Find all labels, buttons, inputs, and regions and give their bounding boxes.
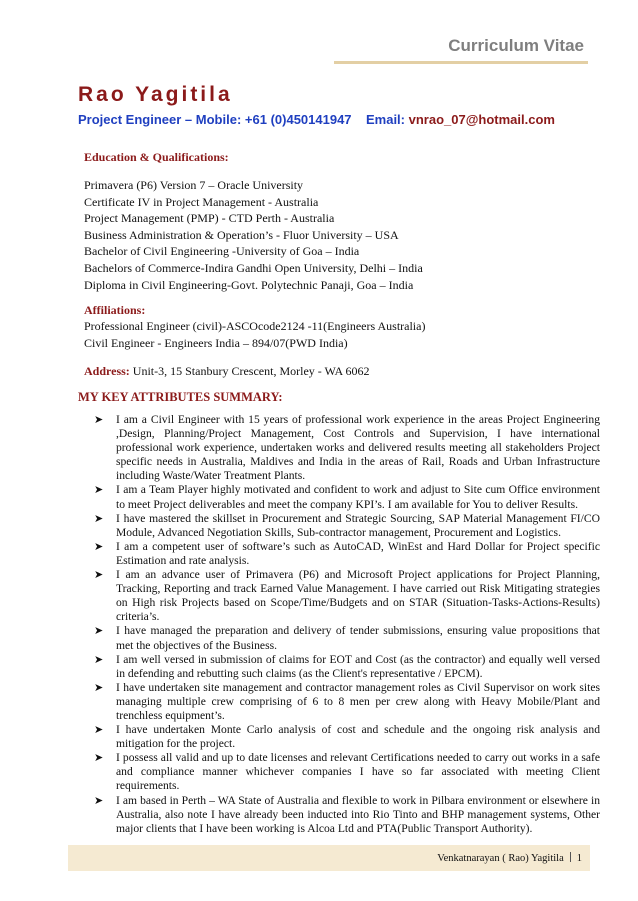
page-number: 1 [576,853,582,864]
education-item: Bachelors of Commerce-Indira Gandhi Open University, Delhi – India [84,261,423,275]
address-value: Unit-3, 15 Stanbury Crescent, Morley - WA 6062 [132,364,370,378]
affiliations-heading: Affiliations: [84,303,146,317]
address-line [84,364,370,379]
arrow-bullet-icon: ➤ [94,794,104,807]
arrow-bullet-icon: ➤ [94,414,104,426]
candidate-name: Rao Yagitila [78,83,233,106]
summary-item: ➤ I am a Civil Engineer with 15 years of professional work experience in the areas Project Engineering ,Design, Planning/Project Management, Cost Controls and Supervision, I have international professional work experience, undertaken works and delivered results meeting all stakeholders Project specific needs in Australia, Maldives and India in the areas of Rail, Roads and Urban Infrastructure including Waste/Water Treatment Plants. [94,413,600,483]
email-label: Email: [365,112,405,127]
affiliation-item: Professional Engineer (civil)-ASCOcode2124 -11(Engineers Australia) [84,319,426,333]
job-title: Project Engineer – [78,112,193,127]
affiliation-item: Civil Engineer - Engineers India – 894/07(PWD India) [84,336,348,350]
education-item: Certificate IV in Project Management - Australia [84,195,319,209]
mobile-number: +61 (0)450141947 [244,112,352,127]
arrow-bullet-icon: ➤ [94,681,104,694]
education-item: Bachelor of Civil Engineering -University of Goa – India [84,244,360,258]
arrow-bullet-icon: ➤ [94,484,104,497]
summary-item: ➤ I have managed the preparation and delivery of tender submissions, ensuring value propositions that met the objectives of the Business. [94,624,600,652]
arrow-bullet-icon: ➤ [94,752,104,765]
arrow-bullet-icon: ➤ [94,569,104,582]
arrow-bullet-icon: ➤ [94,512,104,525]
summary-list [94,413,600,836]
summary-heading: MY KEY ATTRIBUTES SUMMARY: [78,390,283,404]
footer-author: Venkatnarayan ( Rao) Yagitila [437,853,564,864]
education-item: Business Administration & Operation’s - Fluor University – USA [84,228,399,242]
document-header-title: Curriculum Vitae [448,36,584,55]
education-heading: Education & Qualifications: [84,150,229,164]
summary-item: ➤ I am well versed in submission of claims for EOT and Cost (as the contractor) and equally well versed in defending and rebutting such claims (as the Client's representative / EPCM). [94,652,600,680]
education-item: Diploma in Civil Engineering-Govt. Polytechnic Panaji, Goa – India [84,278,414,292]
summary-item: ➤ I have mastered the skillset in Procurement and Strategic Sourcing, SAP Material Management FI/CO Module, Advanced Negotiation Skills, Sub-contractor management, Procurement and Logistics. [94,511,600,539]
summary-item: ➤ I am a competent user of software’s such as AutoCAD, WinEst and Hard Dollar for Project specific Estimation and rate analysis. [94,539,600,567]
summary-item: ➤ I am a Team Player highly motivated and confident to work and adjust to Site cum Office environment to meet Project deliverables and meet the company KPI’s. I am available for You to deliver Results. [94,483,600,511]
arrow-bullet-icon: ➤ [94,724,104,737]
summary-item: ➤ I am based in Perth – WA State of Australia and flexible to work in Pilbara environment or elsewhere in Australia, also note I have already been inducted into Rio Tinto and BHP management systems, Other major clients that I have been working is Alcoa Ltd and PTA(Public Transport Authority). [94,793,600,835]
arrow-bullet-icon: ➤ [94,653,104,666]
education-item: Project Management (PMP) - CTD Perth - Australia [84,211,335,225]
arrow-bullet-icon: ➤ [94,625,104,638]
address-label: Address: [84,364,130,378]
email-address: vnrao_07@hotmail.com [408,112,555,127]
education-item: Primavera (P6) Version 7 – Oracle University [84,178,304,192]
header-divider [334,61,588,64]
summary-item: ➤ I have undertaken Monte Carlo analysis of cost and schedule and the ongoing risk analysis and mitigation for the project. [94,723,600,751]
page-footer [437,852,582,864]
arrow-bullet-icon: ➤ [94,540,104,553]
summary-item: ➤ I am an advance user of Primavera (P6) and Microsoft Project applications for Project Planning, Tracking, Reporting and track Earned Value Management. I have carried out Risk Mitigating strategies on High risk Projects based on Scope/Time/Budgets and on STAR (Situation-Tasks-Actions-Results) criteria’s. [94,568,600,624]
summary-item: ➤ I possess all valid and up to date licenses and relevant Certifications needed to carry out works in a safe and compliance manner whichever companies I have so far associated with meeting Client requirements. [94,751,600,793]
contact-line [78,112,555,127]
mobile-label: Mobile: [195,112,242,127]
summary-item: ➤ I have undertaken site management and contractor management roles as Civil Supervisor on work sites managing multiple crew comprising of 6 to 8 men per crew along with Heavy Mobile/Plant and trenchless equipment’s. [94,680,600,722]
footer-separator [570,852,571,862]
